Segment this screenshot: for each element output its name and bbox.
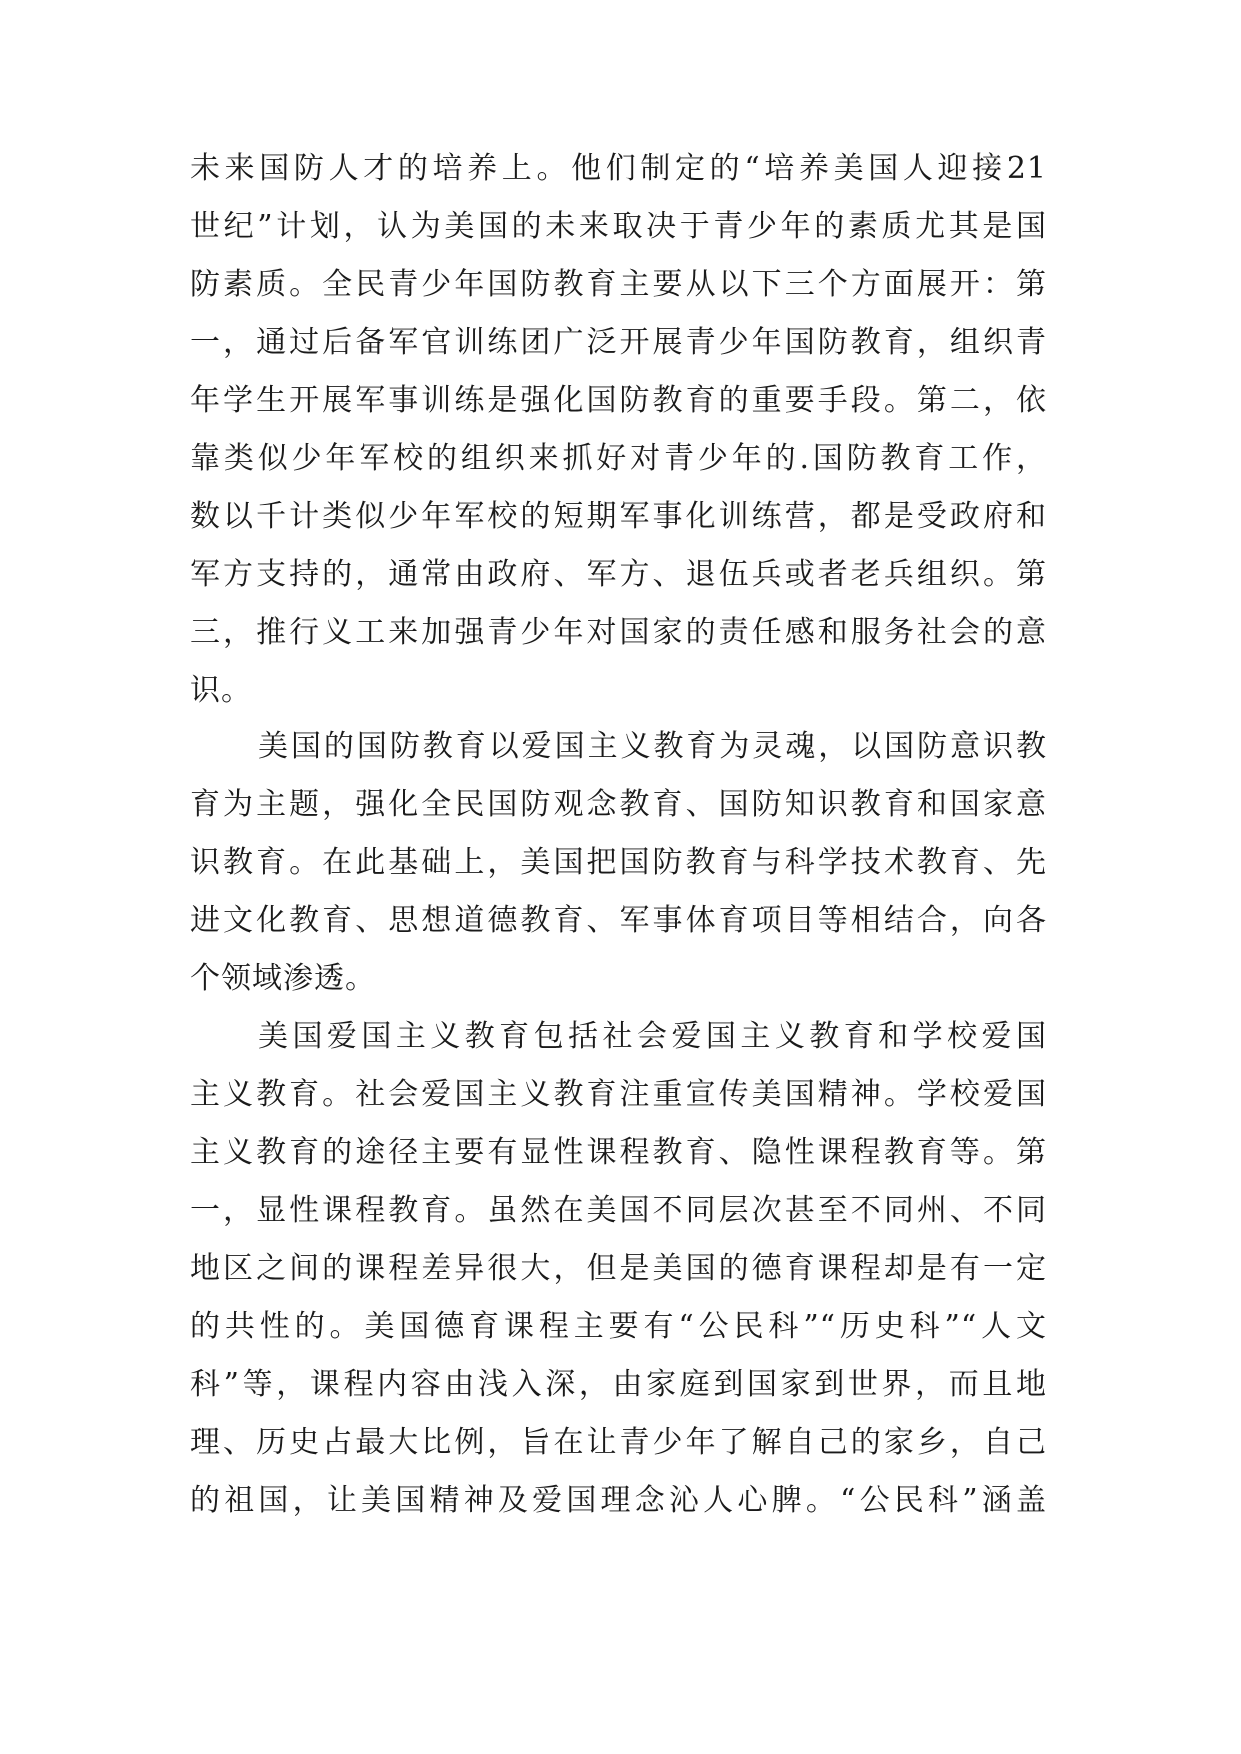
paragraph-1 bbox=[190, 140, 1047, 720]
paragraph-line: 主义教育。社会爱国主义教育注重宣传美国精神。学校爱国 bbox=[190, 1077, 1047, 1112]
paragraph-line: 个领域渗透。 bbox=[190, 961, 376, 996]
paragraph-line: 一，通过后备军官训练团广泛开展青少年国防教育，组织青 bbox=[190, 325, 1047, 360]
paragraph-line: 科”等，课程内容由浅入深，由家庭到国家到世界，而且地 bbox=[190, 1367, 1047, 1402]
paragraph-line: 未来国防人才的培养上。他们制定的“培养美国人迎接21 bbox=[190, 151, 1047, 186]
paragraph-line: 防素质。全民青少年国防教育主要从以下三个方面展开：第 bbox=[190, 267, 1047, 302]
paragraph-line: 美国爱国主义教育包括社会爱国主义教育和学校爱国 bbox=[258, 1019, 1047, 1054]
paragraph-line: 数以千计类似少年军校的短期军事化训练营，都是受政府和 bbox=[190, 499, 1047, 534]
paragraph-line: 识教育。在此基础上，美国把国防教育与科学技术教育、先 bbox=[190, 845, 1047, 880]
paragraph-line: 一，显性课程教育。虽然在美国不同层次甚至不同州、不同 bbox=[190, 1193, 1047, 1228]
paragraph-3 bbox=[190, 1008, 1047, 1530]
paragraph-line: 世纪”计划，认为美国的未来取决于青少年的素质尤其是国 bbox=[190, 209, 1047, 244]
paragraph-line: 年学生开展军事训练是强化国防教育的重要手段。第二，依 bbox=[190, 383, 1047, 418]
paragraph-2 bbox=[190, 718, 1047, 1008]
paragraph-line: 理、历史占最大比例，旨在让青少年了解自己的家乡，自己 bbox=[190, 1425, 1047, 1460]
paragraph-line: 育为主题，强化全民国防观念教育、国防知识教育和国家意 bbox=[190, 787, 1047, 822]
paragraph-line: 识。 bbox=[190, 673, 252, 708]
paragraph-line: 美国的国防教育以爱国主义教育为灵魂，以国防意识教 bbox=[258, 729, 1047, 764]
paragraph-line: 军方支持的，通常由政府、军方、退伍兵或者老兵组织。第 bbox=[190, 557, 1047, 592]
paragraph-line: 进文化教育、思想道德教育、军事体育项目等相结合，向各 bbox=[190, 903, 1047, 938]
paragraph-line: 的共性的。美国德育课程主要有“公民科”“历史科”“人文 bbox=[190, 1309, 1047, 1344]
paragraph-line: 主义教育的途径主要有显性课程教育、隐性课程教育等。第 bbox=[190, 1135, 1047, 1170]
paragraph-line: 三，推行义工来加强青少年对国家的责任感和服务社会的意 bbox=[190, 615, 1047, 650]
paragraph-line: 地区之间的课程差异很大，但是美国的德育课程却是有一定 bbox=[190, 1251, 1047, 1286]
paragraph-line: 的祖国，让美国精神及爱国理念沁人心脾。“公民科”涵盖 bbox=[190, 1483, 1047, 1518]
paragraph-line: 靠类似少年军校的组织来抓好对青少年的.国防教育工作， bbox=[190, 441, 1047, 476]
